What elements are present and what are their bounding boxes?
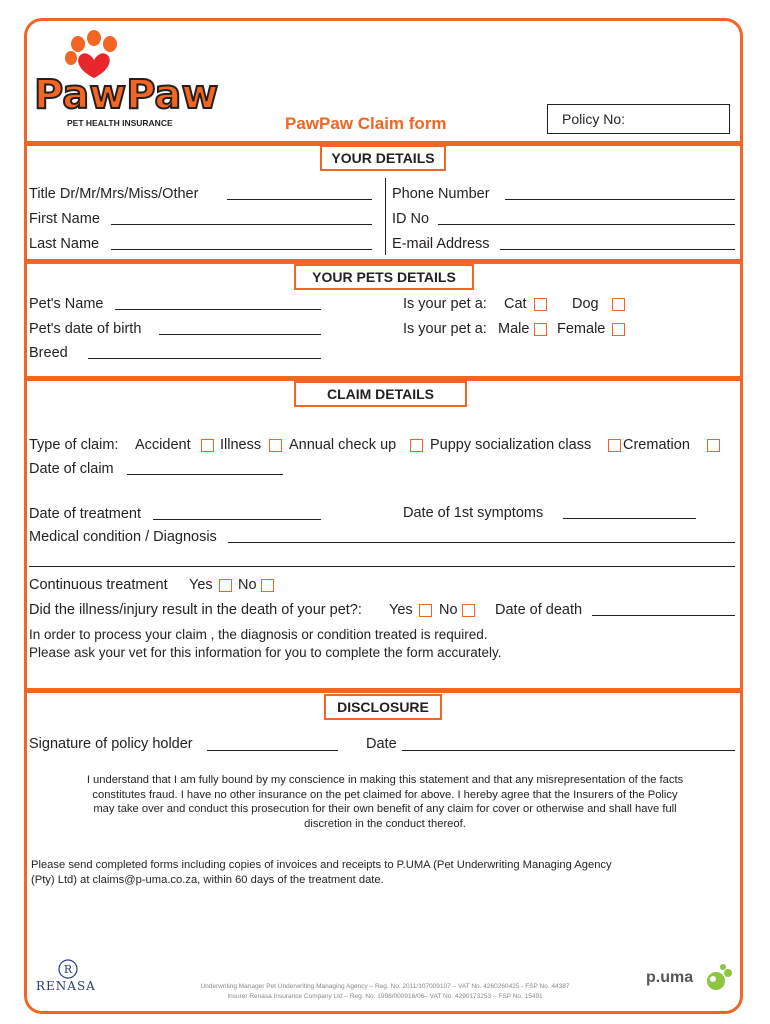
illness-label: Illness (220, 437, 262, 453)
medical-field-continued[interactable] (29, 566, 735, 567)
tagline: PET HEALTH INSURANCE (67, 118, 173, 128)
date-claim-field[interactable] (127, 474, 283, 475)
email-label: E-mail Address (392, 236, 490, 252)
statement-line: constitutes fraud. I have no other insurance on the pet claimed for above. I hereby agree that the Insurers of the Policy (92, 788, 678, 801)
date-symptoms-label: Date of 1st symptoms (403, 505, 544, 521)
section-divider (24, 688, 743, 693)
pets-details-heading: YOUR PETS DETAILS (294, 264, 474, 290)
annual-label: Annual check up (289, 437, 397, 453)
claim-details-heading: CLAIM DETAILS (294, 381, 467, 407)
statement-line: discretion in the conduct thereof. (304, 817, 466, 830)
footer-line-1: Underwriting Manager Pet Underwriting Managing Agency – Reg. No. 2011/107009107 – VAT No. 4260260425 - FSP No. 44387 (200, 983, 570, 990)
signature-label: Signature of policy holder (29, 736, 193, 752)
form-title: PawPaw Claim form (285, 114, 447, 133)
continuous-no-checkbox[interactable] (261, 579, 274, 592)
last-name-label: Last Name (29, 236, 100, 252)
signature-field[interactable] (207, 750, 338, 751)
title-field[interactable] (227, 199, 372, 200)
puma-wordmark: p.uma (646, 969, 694, 986)
date-symptoms-field[interactable] (563, 518, 696, 519)
death-no-checkbox[interactable] (462, 604, 475, 617)
email-field[interactable] (500, 249, 735, 250)
footer-line-2: Insurer Renasa Insurance Company Ltd – Reg. No. 1998/000916/06– VAT No. 4290173253 – FSP No. 15491 (227, 993, 543, 1000)
first-name-field[interactable] (111, 224, 372, 225)
medical-label: Medical condition / Diagnosis (29, 529, 217, 545)
send-instructions (31, 858, 731, 887)
dog-label: Dog (572, 296, 599, 312)
accident-checkbox[interactable] (201, 439, 214, 452)
phone-field[interactable] (505, 199, 735, 200)
id-label: ID No (392, 211, 430, 227)
last-name-field[interactable] (111, 249, 372, 250)
policy-no-field[interactable] (547, 104, 730, 134)
policy-no-label: Policy No: (562, 111, 626, 127)
phone-label: Phone Number (392, 186, 490, 202)
male-label: Male (498, 321, 530, 337)
pawpaw-logo (30, 28, 220, 120)
pet-name-label: Pet's Name (29, 296, 104, 312)
paw-heart-icon (30, 28, 220, 120)
claim-note-2: Please ask your vet for this information for you to complete the form accurately. (29, 645, 502, 660)
cat-checkbox[interactable] (534, 298, 547, 311)
disclosure-statement (29, 773, 741, 831)
continuous-yes-checkbox[interactable] (219, 579, 232, 592)
date-treatment-field[interactable] (153, 519, 321, 520)
female-label: Female (557, 321, 606, 337)
cremation-label: Cremation (623, 437, 690, 453)
continuous-yes-label: Yes (189, 577, 213, 593)
puppy-checkbox[interactable] (608, 439, 621, 452)
puppy-label: Puppy socialization class (430, 437, 592, 453)
death-question: Did the illness/injury result in the death of your pet?: (29, 602, 362, 618)
is-pet-label: Is your pet a: (403, 296, 487, 312)
continuous-label: Continuous treatment (29, 577, 168, 593)
claim-type-label: Type of claim: (29, 437, 119, 453)
death-yes-label: Yes (389, 602, 413, 618)
pet-dob-label: Pet's date of birth (29, 321, 142, 337)
breed-label: Breed (29, 345, 68, 361)
is-pet-label: Is your pet a: (403, 321, 487, 337)
svg-text:PawPaw: PawPaw (34, 72, 219, 118)
column-divider (385, 178, 386, 255)
death-yes-checkbox[interactable] (419, 604, 432, 617)
title-label: Title Dr/Mr/Mrs/Miss/Other (29, 186, 199, 202)
accident-label: Accident (135, 437, 191, 453)
statement-line: may take over and conduct this prosecution for their own benefit of any claim for cover or otherwise and shall have full (93, 803, 677, 815)
date-death-field[interactable] (592, 615, 735, 616)
puma-paw-icon (702, 963, 734, 995)
date-claim-label: Date of claim (29, 461, 114, 477)
pet-dob-field[interactable] (159, 334, 321, 335)
dog-checkbox[interactable] (612, 298, 625, 311)
cat-label: Cat (504, 296, 527, 312)
disclosure-date-field[interactable] (402, 750, 735, 751)
disclosure-date-label: Date (366, 736, 397, 752)
female-checkbox[interactable] (612, 323, 625, 336)
renasa-logo (34, 957, 102, 1001)
illness-checkbox[interactable] (269, 439, 282, 452)
annual-checkbox[interactable] (410, 439, 423, 452)
your-details-heading: YOUR DETAILS (320, 145, 446, 171)
claim-note-1: In order to process your claim , the diagnosis or condition treated is required. (29, 627, 488, 642)
date-treatment-label: Date of treatment (29, 506, 142, 522)
death-no-label: No (439, 602, 458, 618)
id-field[interactable] (438, 224, 735, 225)
pet-name-field[interactable] (115, 309, 321, 310)
puma-logo (646, 963, 736, 999)
medical-field[interactable] (228, 542, 735, 543)
renasa-wordmark: RENASA (36, 979, 96, 993)
disclosure-heading: DISCLOSURE (324, 694, 442, 720)
continuous-no-label: No (238, 577, 257, 593)
statement-line: I understand that I am fully bound by my conscience in making this statement and that any misrepresentation of the facts (86, 774, 684, 786)
breed-field[interactable] (88, 358, 321, 359)
male-checkbox[interactable] (534, 323, 547, 336)
date-death-label: Date of death (495, 602, 583, 618)
first-name-label: First Name (29, 211, 100, 227)
send-line: Please send completed forms including copies of invoices and receipts to P.UMA (Pet Underwriting Managing Agency (31, 859, 612, 871)
send-line: (Pty) Ltd) at claims@p-uma.co.za, within 60 days of the treatment date. (31, 873, 384, 886)
cremation-checkbox[interactable] (707, 439, 720, 452)
svg-text:R: R (63, 963, 73, 976)
